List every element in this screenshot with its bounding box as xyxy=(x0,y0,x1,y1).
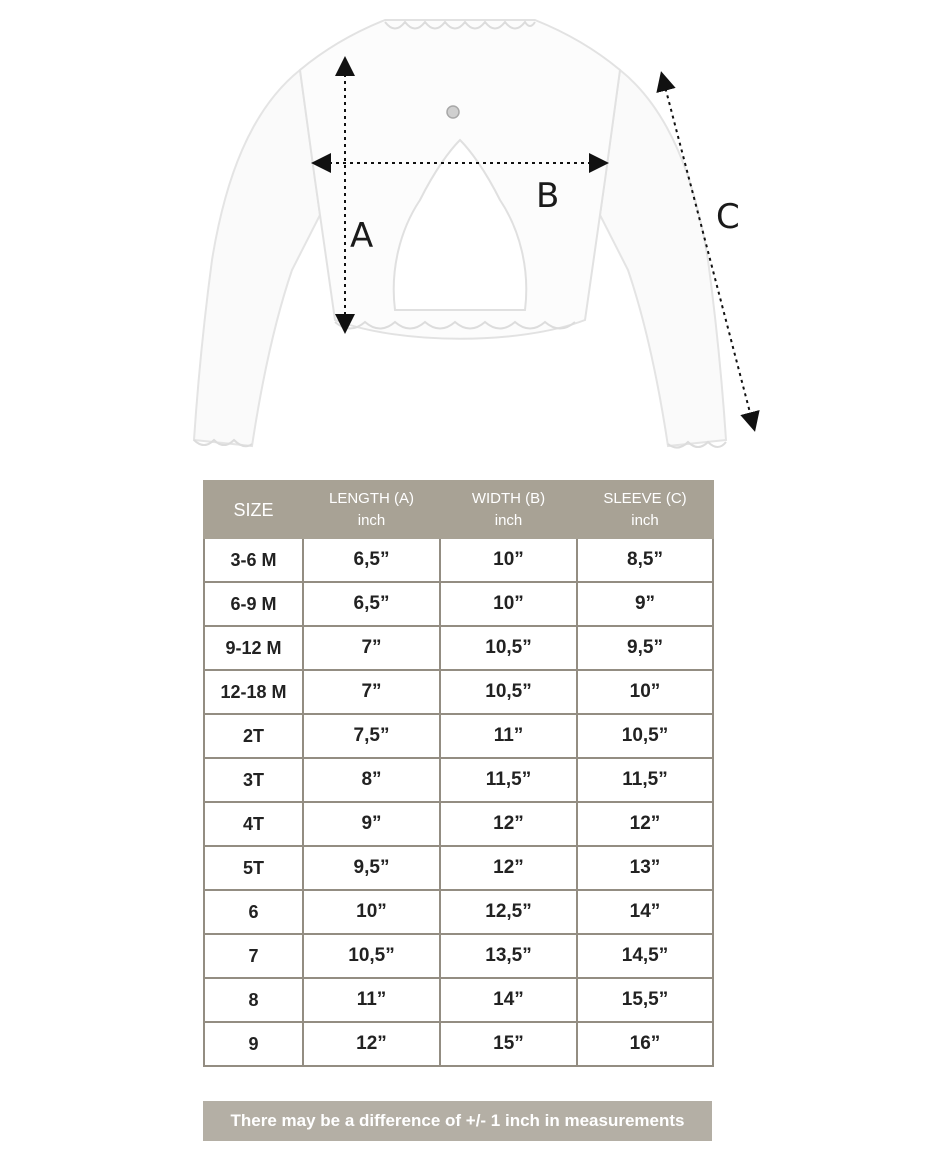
length-cell: 7” xyxy=(303,670,440,714)
length-cell: 9,5” xyxy=(303,846,440,890)
width-cell: 13,5” xyxy=(440,934,577,978)
size-cell: 5T xyxy=(204,846,303,890)
dimension-label-a: A xyxy=(350,216,374,256)
size-cell: 4T xyxy=(204,802,303,846)
length-cell: 6,5” xyxy=(303,582,440,626)
header-sleeve: SLEEVE (C) inch xyxy=(577,481,713,538)
right-sleeve xyxy=(600,70,726,446)
dimension-label-c: C xyxy=(716,197,740,237)
width-cell: 12,5” xyxy=(440,890,577,934)
length-cell: 6,5” xyxy=(303,538,440,582)
sleeve-cell: 8,5” xyxy=(577,538,713,582)
sleeve-cell: 10” xyxy=(577,670,713,714)
button-icon xyxy=(447,106,459,118)
size-cell: 2T xyxy=(204,714,303,758)
header-size: SIZE xyxy=(204,481,303,538)
length-cell: 10,5” xyxy=(303,934,440,978)
width-cell: 12” xyxy=(440,802,577,846)
width-cell: 10” xyxy=(440,582,577,626)
size-cell: 6-9 M xyxy=(204,582,303,626)
length-cell: 8” xyxy=(303,758,440,802)
sleeve-cell: 15,5” xyxy=(577,978,713,1022)
size-cell: 8 xyxy=(204,978,303,1022)
left-sleeve xyxy=(194,70,320,446)
table-row xyxy=(204,846,713,890)
length-cell: 7,5” xyxy=(303,714,440,758)
length-cell: 7” xyxy=(303,626,440,670)
table-row xyxy=(204,1022,713,1066)
table-row xyxy=(204,714,713,758)
size-cell: 9-12 M xyxy=(204,626,303,670)
size-cell: 6 xyxy=(204,890,303,934)
size-cell: 9 xyxy=(204,1022,303,1066)
width-cell: 10,5” xyxy=(440,670,577,714)
header-width: WIDTH (B) inch xyxy=(440,481,577,538)
table-row xyxy=(204,758,713,802)
table-row xyxy=(204,582,713,626)
table-body xyxy=(204,538,713,1066)
sleeve-cell: 14” xyxy=(577,890,713,934)
width-cell: 10” xyxy=(440,538,577,582)
table-row xyxy=(204,538,713,582)
sleeve-cell: 11,5” xyxy=(577,758,713,802)
width-cell: 11” xyxy=(440,714,577,758)
sleeve-cell: 9” xyxy=(577,582,713,626)
length-cell: 12” xyxy=(303,1022,440,1066)
header-length: LENGTH (A) inch xyxy=(303,481,440,538)
dimension-label-b: B xyxy=(536,176,560,216)
width-cell: 15” xyxy=(440,1022,577,1066)
sleeve-cell: 12” xyxy=(577,802,713,846)
sleeve-cell: 14,5” xyxy=(577,934,713,978)
size-cell: 3-6 M xyxy=(204,538,303,582)
size-cell: 3T xyxy=(204,758,303,802)
width-cell: 14” xyxy=(440,978,577,1022)
table-row xyxy=(204,934,713,978)
table-row xyxy=(204,670,713,714)
width-cell: 10,5” xyxy=(440,626,577,670)
sleeve-cell: 16” xyxy=(577,1022,713,1066)
table-row xyxy=(204,802,713,846)
length-cell: 10” xyxy=(303,890,440,934)
table-header-row xyxy=(204,481,713,538)
size-cell: 12-18 M xyxy=(204,670,303,714)
table-row xyxy=(204,978,713,1022)
table-row xyxy=(204,626,713,670)
sleeve-cell: 13” xyxy=(577,846,713,890)
sleeve-cell: 10,5” xyxy=(577,714,713,758)
length-cell: 9” xyxy=(303,802,440,846)
width-cell: 11,5” xyxy=(440,758,577,802)
width-cell: 12” xyxy=(440,846,577,890)
sleeve-cell: 9,5” xyxy=(577,626,713,670)
cardigan-illustration xyxy=(0,0,925,470)
table-row xyxy=(204,890,713,934)
measurement-disclaimer: There may be a difference of +/- 1 inch in measurements xyxy=(203,1101,712,1141)
size-chart-table xyxy=(203,480,714,1067)
size-cell: 7 xyxy=(204,934,303,978)
length-cell: 11” xyxy=(303,978,440,1022)
